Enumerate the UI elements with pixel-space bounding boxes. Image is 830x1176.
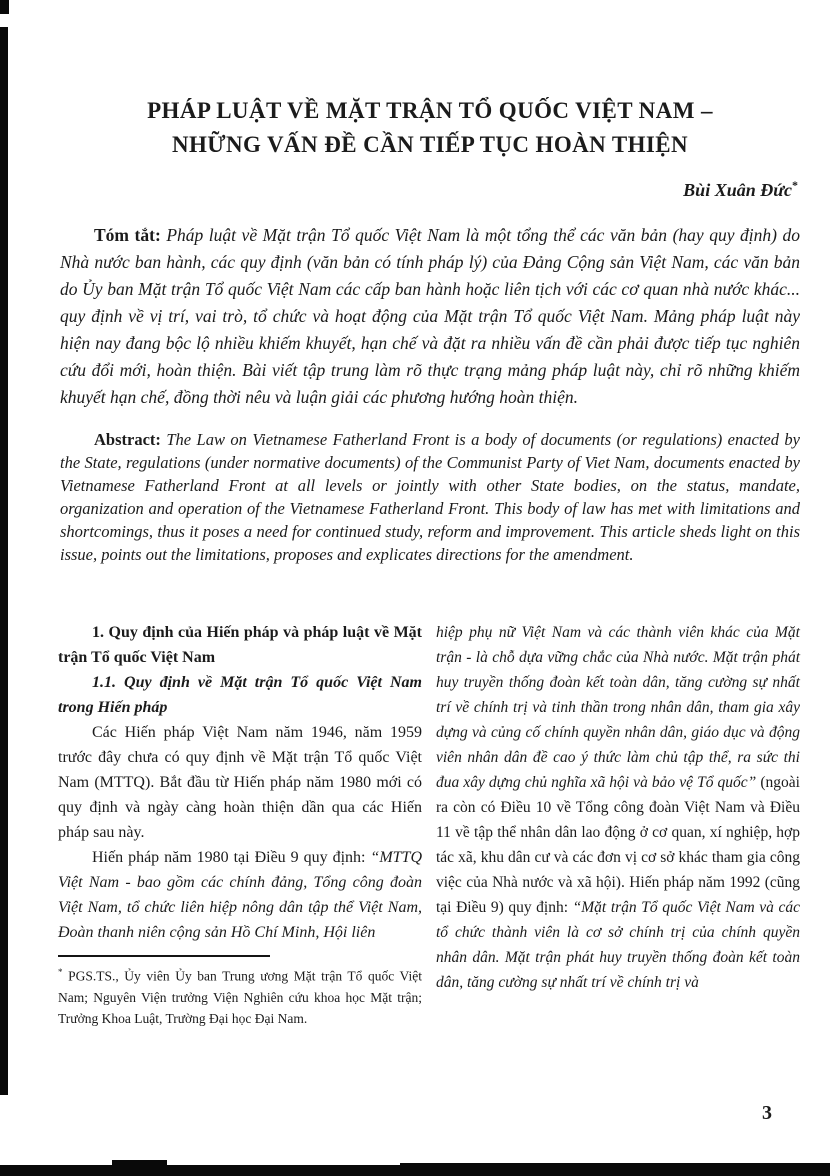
scan-artifact-bottom-band-right	[400, 1163, 830, 1176]
paragraph-intro: Hiến pháp năm 1980 tại Điều 9 quy định:	[92, 849, 371, 866]
constitution-1980-quote: “MTTQ Việt Nam - bao gồm các chính đảng, Tổng công đoàn Việt Nam, tổ chức liên hiệp nông dân tập thể Việt Nam, Đoàn thanh niên cộng sản Hồ Chí Minh, Hội liên	[58, 849, 422, 941]
scan-artifact-top-left-blob	[0, 0, 9, 14]
scan-artifact-bottom-bump	[112, 1160, 167, 1167]
right-column	[436, 620, 800, 1029]
left-column	[58, 620, 422, 1029]
footnote-text	[58, 962, 422, 1029]
constitution-1992-quote: “Mặt trận Tổ quốc Việt Nam và các tổ chức thành viên là cơ sở chính trị của chính quyền nhân dân. Mặt trận phát huy truyền thống đoàn kết toàn dân, tăng cường sự nhất trí về chính trị và	[436, 899, 800, 991]
abstract-en-text: The Law on Vietnamese Fatherland Front is a body of documents (or regulations) enacted by the State, regulations (under normative documents) of the Communist Party of Viet Nam, documents enacted by Vietnamese Fatherland Front at all levels or jointly with other State bodies, on the status, mandate, organization and operation of the Vietnamese Fatherland Front. This body of law has met with limitations and shortcomings, thus it poses a need for continued study, reform and improvement. This article sheds light on this issue, points out the limitations, proposes and explicates directions for the amendment.	[60, 430, 800, 564]
abstract-vi-text: Pháp luật về Mặt trận Tổ quốc Việt Nam là một tổng thể các văn bản (hay quy định) do Nhà nước ban hành, các quy định (văn bản có tính pháp lý) của Đảng Cộng sản Việt Nam, các văn bản do Ủy ban Mặt trận Tổ quốc Việt Nam các cấp ban hành hoặc liên tịch với các cơ quan nhà nước khác... quy định về vị trí, vai trò, tổ chức và hoạt động của Mặt trận Tổ quốc Việt Nam. Mảng pháp luật này hiện nay đang bộc lộ nhiều khiếm khuyết, hạn chế và đặt ra nhiều vấn đề cần phải được tiếp tục nghiên cứu đổi mới, hoàn thiện. Bài viết tập trung làm rõ thực trạng mảng pháp luật này, chỉ rõ những khiếm khuyết hạn chế, đồng thời nêu và luận giải các phương hướng hoàn thiện.	[60, 225, 801, 407]
page-number: 3	[762, 1102, 772, 1124]
abstract-vietnamese	[60, 222, 800, 411]
abstract-english	[60, 428, 800, 566]
author-byline	[683, 178, 798, 201]
article-title-line-2: NHỮNG VẤN ĐỀ CẦN TIẾP TỤC HOÀN THIỆN	[171, 132, 688, 157]
section-heading-1-1: 1.1. Quy định về Mặt trận Tổ quốc Việt Nam trong Hiến pháp	[58, 674, 422, 716]
abstract-vi-label: Tóm tắt:	[94, 225, 161, 245]
footnote-body: PGS.TS., Ủy viên Ủy ban Trung ương Mặt trận Tổ quốc Việt Nam; Nguyên Viện trưởng Viện Nghiên cứu khoa học Mặt trận; Trưởng Khoa Luật, Trường Đại học Đại Nam.	[58, 968, 422, 1026]
body-paragraph	[436, 620, 800, 995]
footnote-block	[58, 955, 422, 1029]
body-paragraph: Các Hiến pháp Việt Nam năm 1946, năm 1959 trước đây chưa có quy định về Mặt trận Tổ quốc Việt Nam (MTTQ). Bắt đầu từ Hiến pháp năm 1980 mới có quy định và ngày càng hoàn thiện dần qua các Hiến pháp sau này.	[58, 724, 422, 841]
footnote-separator	[58, 955, 270, 957]
author-footnote-mark: *	[792, 178, 798, 192]
body-paragraph	[58, 845, 422, 945]
article-title-line-1: PHÁP LUẬT VỀ MẶT TRẬN TỔ QUỐC VIỆT NAM –	[147, 98, 713, 123]
abstract-en-label: Abstract:	[94, 430, 161, 449]
paragraph-commentary: (ngoài ra còn có Điều 10 về Tổng công đoàn Việt Nam và Điều 11 về tập thể nhân dân lao động ở cơ quan, xí nghiệp, hợp tác xã, khu dân cư và các đơn vị cơ sở khác tham gia công việc của Nhà nước và xã hội). Hiến pháp năm 1992 (cũng tại Điều 9) quy định:	[436, 774, 800, 916]
section-heading-1: 1. Quy định của Hiến pháp và pháp luật về Mặt trận Tổ quốc Việt Nam	[58, 624, 422, 666]
scan-artifact-left-bar	[0, 27, 8, 1095]
author-name: Bùi Xuân Đức	[683, 180, 792, 200]
two-column-body	[58, 620, 800, 1029]
article-title	[60, 94, 800, 162]
footnote-mark: *	[58, 967, 63, 977]
constitution-1980-quote-continued: hiệp phụ nữ Việt Nam và các thành viên khác của Mặt trận - là chỗ dựa vững chắc của Nhà nước. Mặt trận phát huy truyền thống đoàn kết toàn dân, tăng cường sự nhất trí về chính trị và tinh thần trong nhân dân, tham gia xây dựng và củng cố chính quyền nhân dân, giáo dục và động viên nhân dân đề cao ý thức làm chủ tập thể, ra sức thi đua xây dựng chủ nghĩa xã hội và bảo vệ Tổ quốc”	[436, 624, 800, 791]
